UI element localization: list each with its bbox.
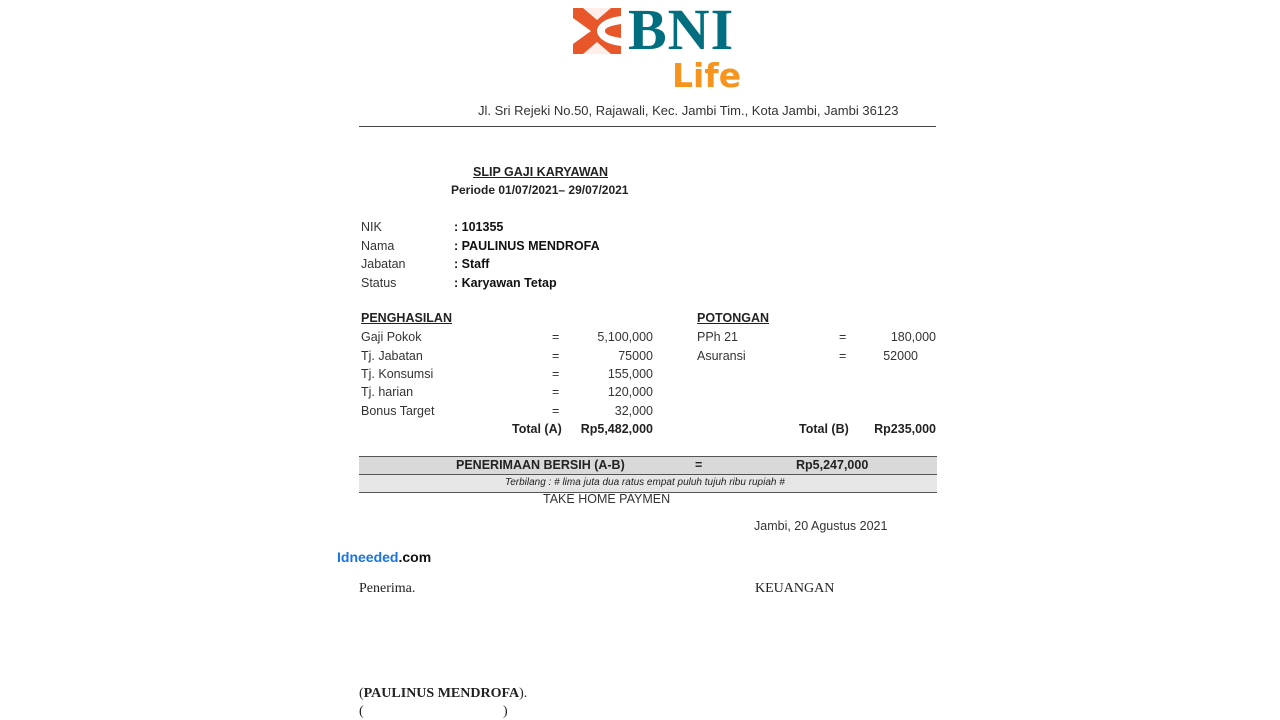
receiver-name: PAULINUS MENDROFA [363,686,520,701]
deduction-item-value: 180,000 [890,330,936,344]
status-label: Status [361,276,397,290]
status-value: : Karyawan Tetap [454,276,557,290]
deductions-heading: POTONGAN [697,311,769,325]
income-item-label: Tj. Konsumsi [361,367,434,381]
income-item-eq: = [552,404,560,418]
net-pay-value: Rp5,247,000 [796,458,869,472]
income-heading: PENGHASILAN [361,311,452,325]
paren-close: ). [519,686,528,701]
bni-logo-icon [573,8,621,54]
watermark [337,549,431,565]
name-value: : PAULINUS MENDROFA [454,239,600,253]
finance-sign-open: ( [359,704,364,719]
income-item-value: 32,000 [614,404,653,418]
watermark-part2: .com [398,549,432,565]
income-item-value: 120,000 [607,385,653,399]
income-total-label: Total (A) [512,422,562,436]
deduction-item-label: PPh 21 [697,330,739,344]
income-item-value: 75000 [618,349,653,363]
income-item-eq: = [552,349,560,363]
take-home-label: TAKE HOME PAYMEN [543,492,671,506]
finance-sign-close: ) [503,704,508,719]
deductions-total-value: Rp235,000 [874,422,936,436]
net-pay-eq: = [695,458,703,472]
position-value: : Staff [454,257,490,271]
watermark-part1: Idneeded [337,549,399,565]
net-pay-label: PENERIMAAN BERSIH (A-B) [456,458,625,472]
receiver-label: Penerima. [359,581,416,596]
slip-period: Periode 01/07/2021– 29/07/2021 [451,183,629,197]
receiver-name-line [359,686,527,702]
deduction-item-eq: = [839,330,847,344]
header-divider [359,126,936,127]
slip-title: SLIP GAJI KARYAWAN [473,165,608,179]
deduction-item-value: 52000 [883,349,918,363]
sign-date: Jambi, 20 Agustus 2021 [754,519,888,533]
finance-label: KEUANGAN [755,581,835,596]
income-item-eq: = [552,385,560,399]
logo-brand-text: BNI [628,0,735,62]
paren-open: ( [359,686,364,701]
logo-sub-text: Life [672,56,742,95]
name-label: Nama [361,239,395,253]
spelled-amount: Terbilang : # lima juta dua ratus empat puluh tujuh ribu rupiah # [505,477,785,488]
income-total-value: Rp5,482,000 [580,422,653,436]
deductions-total-label: Total (B) [799,422,849,436]
income-item-value: 5,100,000 [597,330,653,344]
position-label: Jabatan [361,257,406,271]
deduction-item-eq: = [839,349,847,363]
nik-value: : 101355 [454,220,504,234]
income-item-label: Tj. harian [361,385,414,399]
deduction-item-label: Asuransi [697,349,746,363]
income-item-eq: = [552,330,560,344]
company-address: Jl. Sri Rejeki No.50, Rajawali, Kec. Jambi Tim., Kota Jambi, Jambi 36123 [478,103,899,118]
income-item-label: Gaji Pokok [361,330,422,344]
income-item-label: Tj. Jabatan [361,349,423,363]
income-item-label: Bonus Target [361,404,435,418]
income-item-value: 155,000 [607,367,653,381]
income-item-eq: = [552,367,560,381]
nik-label: NIK [361,220,382,234]
